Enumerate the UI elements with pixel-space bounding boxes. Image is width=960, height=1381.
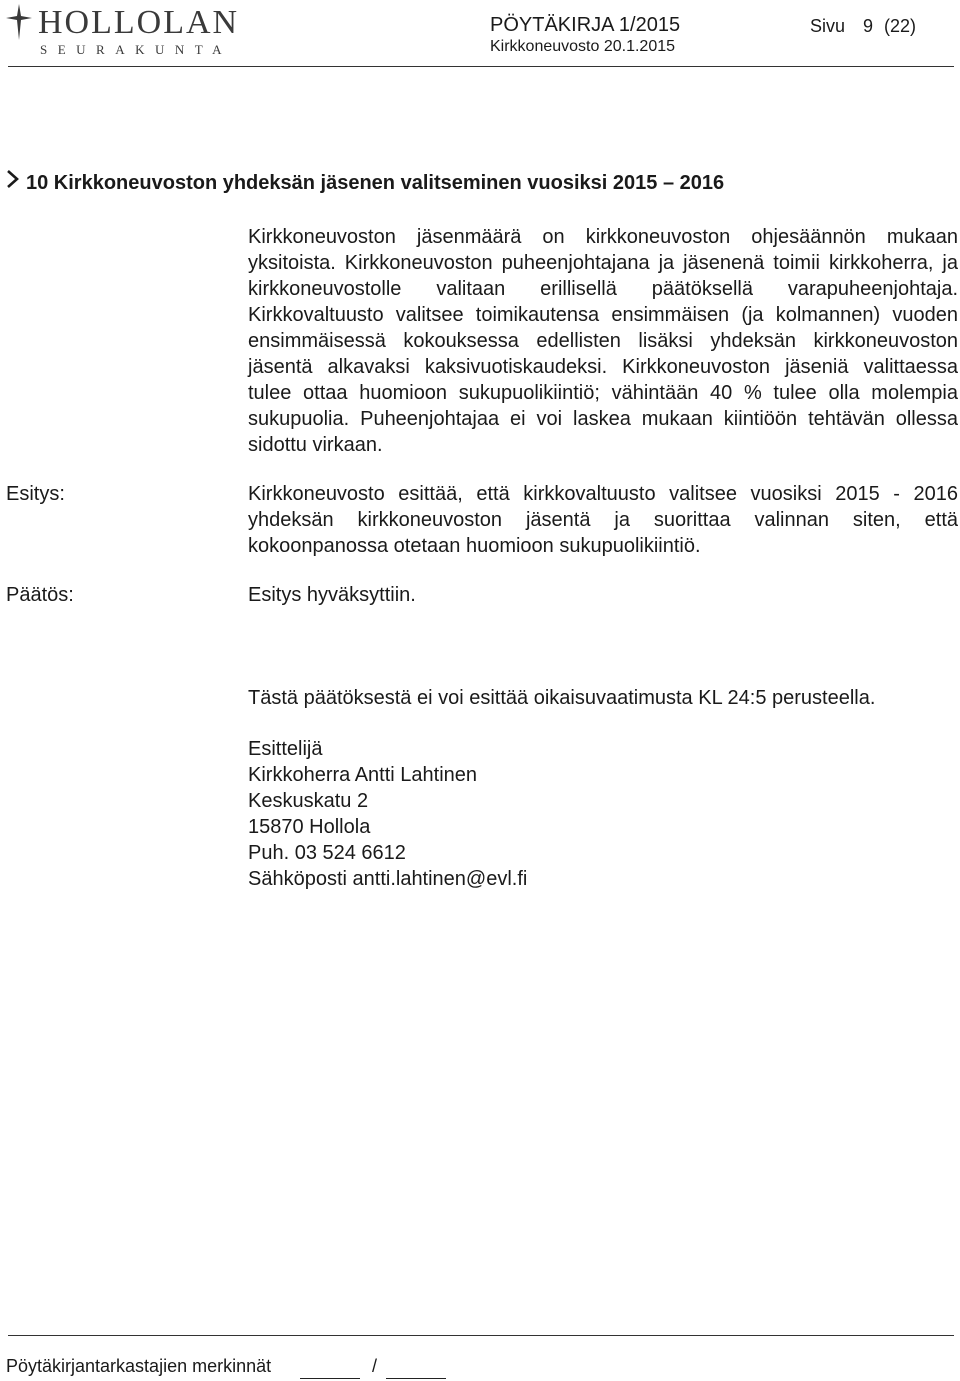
logo-name: HOLLOLAN — [38, 4, 240, 41]
decision-label: Päätös: — [6, 584, 74, 606]
document-subtitle: Kirkkoneuvosto 20.1.2015 — [490, 38, 676, 55]
page-total: (22) — [884, 16, 917, 36]
presenter-postal: 15870 Hollola — [248, 816, 371, 838]
section-body: Kirkkoneuvoston jäsenmäärä on kirkkoneuvoston ohjesäännön mukaan yksitoista. Kirkkoneuvoston puheenjohtajana ja jäsenenä toimii kirkkoherra, ja kirkkoneuvostolle valitaan erillisellä päätöksellä varapuheenjohtaja. Kirkkovaltuusto valitsee toimikautensa ensimmäisen (ja kolmannen) vuoden ensimmäisessä kokouksessa edellisten lisäksi yhdeksän kirkkoneuvoston jäsentä alkavaksi kaksivuotiskaudeksi. Kirkkoneuvoston jäseniä valittaessa tulee ottaa huomioon sukupuolikiintiö; vähintään 40 % tulee olla molempia sukupuolia. Puheenjohtajaa ei voi laskea mukaan kiintiöön tehtävän ollessa sidottu virkaan. — [248, 226, 958, 456]
header-divider — [8, 66, 954, 67]
page-header — [0, 0, 960, 68]
page-label: Sivu — [810, 16, 846, 36]
presenter-name: Kirkkoherra Antti Lahtinen — [248, 764, 478, 786]
page-number: 9 — [863, 16, 874, 36]
decision-text: Esitys hyväksyttiin. — [248, 584, 416, 606]
signature-separator: / — [372, 1356, 378, 1376]
appeal-note: Tästä päätöksestä ei voi esittää oikaisuvaatimusta KL 24:5 perusteella. — [248, 687, 876, 709]
footer-divider — [8, 1335, 954, 1336]
footer-text: Pöytäkirjantarkastajien merkinnät — [6, 1356, 272, 1376]
presenter-email: Sähköposti antti.lahtinen@evl.fi — [248, 868, 528, 890]
signature-line-1 — [300, 1378, 360, 1379]
cross-logo-icon — [6, 4, 32, 40]
logo-subtitle: SEURAKUNTA — [40, 42, 233, 57]
document-title: PÖYTÄKIRJA 1/2015 — [490, 14, 681, 36]
section-bullet-icon — [6, 168, 20, 190]
presenter-street: Keskuskatu 2 — [248, 790, 369, 812]
signature-line-2 — [386, 1378, 446, 1379]
presenter-phone: Puh. 03 524 6612 — [248, 842, 406, 864]
proposal-text: Kirkkoneuvosto esittää, että kirkkovaltuusto valitsee vuosiksi 2015 - 2016 yhdeksän kirkkoneuvoston jäsentä ja suorittaa valinnan siten, että kokoonpanossa otetaan huomioon sukupuolikiintiö. — [248, 483, 958, 557]
section-title: 10 Kirkkoneuvoston yhdeksän jäsenen valitseminen vuosiksi 2015 – 2016 — [26, 172, 725, 194]
presenter-role: Esittelijä — [248, 738, 323, 760]
proposal-label: Esitys: — [6, 483, 65, 505]
